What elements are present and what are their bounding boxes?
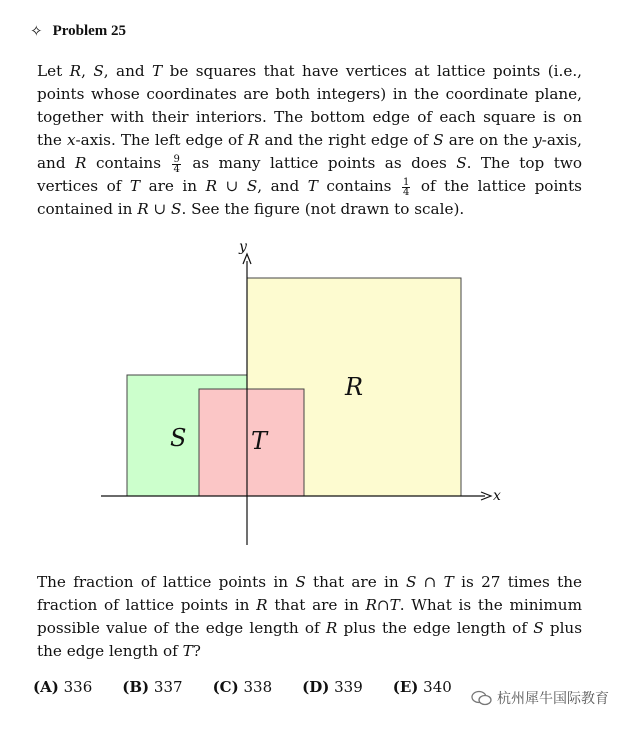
choice-d[interactable]: (D) 339	[302, 678, 363, 696]
label-R: R	[345, 373, 364, 401]
fraction-one-fourth: $\frac{1}{4}$	[402, 176, 410, 198]
question-paragraph: The fraction of lattice points in S that are in S ∩ T is 27 times the fraction of lattice points in R that are in R∩T. What is the minimum possible value of the edge length of R plus the edge length of S plus the edge length of T?	[37, 573, 583, 660]
y-axis-label: y	[239, 239, 247, 255]
watermark	[468, 687, 612, 709]
choice-e[interactable]: (E) 340	[392, 678, 452, 696]
squares-figure	[95, 235, 515, 559]
figure-svg	[95, 235, 515, 555]
label-T: T	[251, 427, 268, 455]
wechat-icon	[471, 690, 493, 706]
label-S: S	[170, 424, 187, 452]
x-axis-label: x	[493, 488, 501, 504]
choice-b[interactable]: (B) 337	[122, 678, 183, 696]
statement-paragraph: Let R, S, and T be squares that have vertices at lattice points (i.e., points whose coordinates are both integers) in the coordinate plane, together with their interiors. The bottom edge of each square is on the x-axis. The left edge of R and the right edge of S are on the y-axis, and R contains $\frac{9}{4}$ as many lattice points as does S. The top two vertices of T are in R ∪ S, and T contains $\frac{1}{4}$ of the lattice points contained in R ∪ S. See the figure (not drawn to scale).	[37, 62, 583, 218]
question-text	[37, 571, 582, 663]
watermark-text: 杭州犀牛国际教育	[497, 691, 609, 707]
choice-a[interactable]: (A) 336	[33, 678, 93, 696]
problem-header	[30, 22, 126, 41]
choice-c[interactable]: (C) 338	[212, 678, 273, 696]
problem-statement	[37, 60, 582, 221]
problem-title: Problem 25	[52, 23, 127, 39]
fraction-nine-fourths: $\frac{9}{4}$	[173, 153, 180, 175]
diamond-icon: ✧	[30, 24, 43, 40]
